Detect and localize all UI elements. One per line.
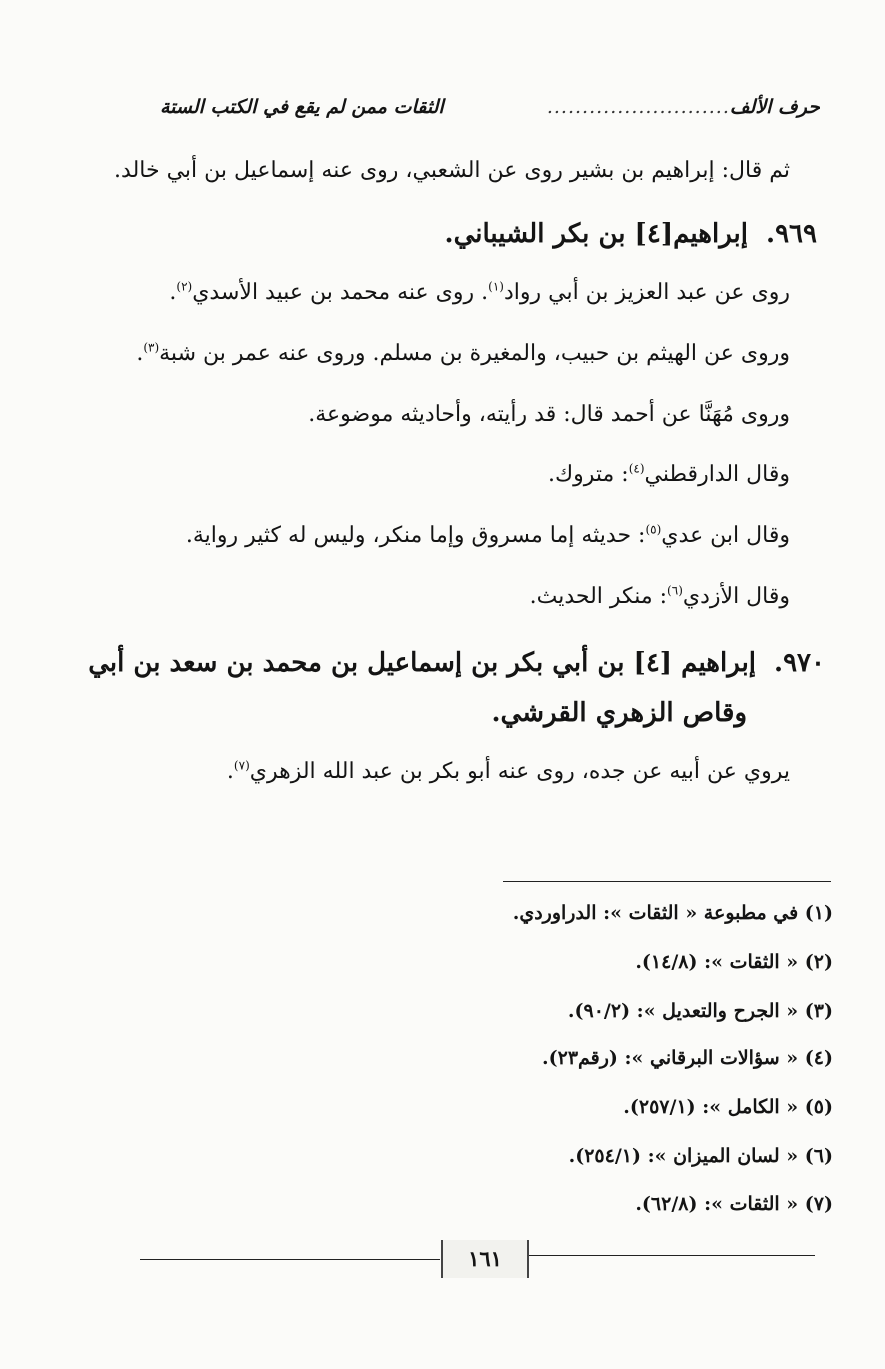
- footer-rule-right: [525, 1255, 815, 1256]
- entry-number: ٩٦٩.: [766, 219, 817, 249]
- header-chapter: حرف الألف: [729, 96, 820, 118]
- footnote-ref: (٧): [233, 758, 250, 773]
- footnote: (٦) « لسان الميزان »: (٢٥٤/١).: [568, 1145, 833, 1167]
- intro-line: ثم قال: إبراهيم بن بشير روى عن الشعبي، روى عنه إسماعيل بن أبي خالد.: [114, 158, 790, 183]
- footer-rule-left: [140, 1259, 440, 1260]
- footnote-ref: (٥): [645, 522, 662, 537]
- text-line: وقال الدارقطني$^{(٤)}$: متروك.: [547, 461, 790, 487]
- text-line: وروى عن الهيثم بن حبيب، والمغيرة بن مسلم. وروى عنه عمر بن شبة$^{(٣)}$.: [136, 340, 790, 366]
- text-line: وروى مُهَنَّا عن أحمد قال: قد رأيته، وأحاديثه موضوعة.: [308, 402, 790, 427]
- entry-title: إبراهيم[٤] بن بكر الشيباني.: [444, 219, 749, 249]
- entry-number: ٩٧٠.: [774, 648, 825, 678]
- header-dots: ..........................: [546, 96, 730, 118]
- entry-heading-969: [117, 211, 817, 257]
- footnote: (٤) « سؤالات البرقاني »: (رقم٢٣).: [542, 1047, 833, 1069]
- entry-title-continued: وقاص الزهري القرشي.: [491, 698, 747, 728]
- header-book-title: الثقات ممن لم يقع في الكتب الستة: [160, 96, 444, 118]
- footnote-ref: (٢): [176, 279, 193, 294]
- footnote: (٣) « الجرح والتعديل »: (٩٠/٢).: [567, 1000, 833, 1022]
- footnote-divider: [503, 881, 831, 882]
- footnote: (٢) « الثقات »: (١٤/٨).: [635, 951, 833, 973]
- text-line: روى عن عبد العزيز بن أبي رواد$^{(١)}$. روى عنه محمد بن عبيد الأسدي$^{(٢)}$.: [169, 279, 790, 305]
- text-line: وقال الأزدي$^{(٦)}$: منكر الحديث.: [529, 583, 790, 609]
- footnote: (٥) « الكامل »: (٢٥٧/١).: [623, 1096, 833, 1118]
- page-number: ١٦١: [441, 1240, 529, 1278]
- text-line: يروي عن أبيه عن جده، روى عنه أبو بكر بن عبد الله الزهري$^{(٧)}$.: [226, 758, 790, 784]
- footnote: (١) في مطبوعة « الثقات »: الدراوردي.: [512, 902, 833, 924]
- entry-heading-970: [65, 640, 825, 686]
- footnote-ref: (١): [488, 279, 504, 294]
- text-line: وقال ابن عدي$^{(٥)}$: حديثه إما مسروق وإما منكر، وليس له كثير رواية.: [185, 522, 790, 548]
- running-header: [160, 92, 820, 122]
- footnote-ref: (٦): [667, 583, 683, 598]
- entry-title: إبراهيم [٤] بن أبي بكر بن إسماعيل بن محمد بن سعد بن أبي: [88, 648, 757, 678]
- footnote-ref: (٣): [143, 340, 160, 355]
- footnote: (٧) « الثقات »: (٦٢/٨).: [635, 1193, 833, 1215]
- footnote-ref: (٤): [628, 461, 645, 476]
